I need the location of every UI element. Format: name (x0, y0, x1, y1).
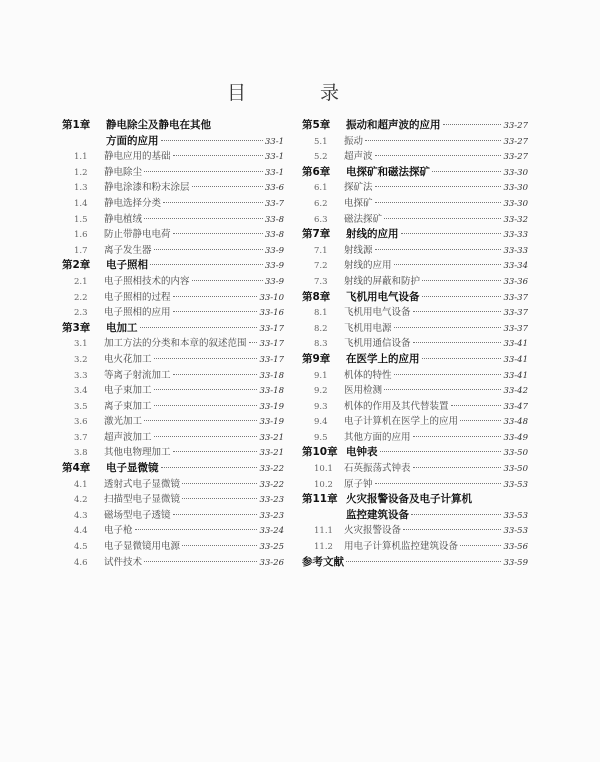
entry-page-number: 33-22 (259, 479, 284, 490)
dot-leader (432, 171, 501, 172)
entry-number: 1.1 (74, 152, 88, 163)
entry-title: 其他方面的应用 (344, 431, 411, 443)
dot-leader (394, 264, 502, 265)
entry-title: 激光加工 (104, 416, 143, 428)
entry-title: 振动 (344, 135, 364, 147)
entry-number: 4.2 (74, 495, 88, 506)
entry-page-number: 33-6 (264, 183, 284, 194)
entry-page-number: 33-53 (503, 479, 528, 490)
toc-chapter-entry[interactable] (62, 321, 284, 337)
entry-page-number: 33-26 (259, 557, 284, 568)
entry-page-number: 33-8 (264, 214, 284, 225)
dot-leader (135, 529, 258, 530)
entry-page-number: 33-24 (259, 526, 284, 537)
dot-leader (154, 358, 258, 359)
entry-title: 静电涂漆和粉末涂层 (104, 182, 190, 194)
toc-section-entry[interactable] (302, 258, 528, 274)
toc-section-entry[interactable] (62, 212, 284, 228)
entry-title: 电探矿 (344, 197, 373, 209)
toc-section-entry[interactable] (302, 539, 528, 555)
entry-title: 静电除尘及静电在其他 (106, 119, 211, 131)
dot-leader (384, 389, 501, 390)
entry-page-number: 33-56 (503, 542, 528, 553)
entry-number: 10.1 (314, 464, 333, 475)
entry-title: 原子钟 (344, 478, 373, 490)
entry-page-number: 33-19 (259, 417, 284, 428)
entry-page-number: 33-30 (503, 167, 528, 178)
entry-title: 飞机用通信设备 (344, 338, 411, 350)
toc-section-entry[interactable] (62, 305, 284, 321)
entry-title: 静电植绒 (104, 213, 143, 225)
entry-number: 第1章 (62, 119, 91, 131)
entry-number: 9.3 (314, 401, 328, 412)
entry-page-number: 33-50 (503, 464, 528, 475)
entry-page-number: 33-19 (259, 401, 284, 412)
dot-leader (413, 436, 502, 437)
entry-number: 第11章 (302, 493, 338, 506)
entry-page-number: 33-32 (503, 214, 528, 225)
toc-section-entry[interactable] (302, 196, 528, 212)
dot-leader (154, 436, 258, 437)
dot-leader (154, 249, 263, 250)
entry-title: 电子照相的过程 (104, 291, 171, 303)
entry-page-number: 33-9 (264, 245, 284, 256)
toc-section-entry[interactable] (62, 368, 284, 384)
entry-page-number: 33-27 (503, 152, 528, 163)
entry-page-number: 33-9 (264, 276, 284, 287)
dot-leader (161, 467, 258, 468)
toc-section-entry[interactable] (62, 165, 284, 181)
entry-page-number: 33-25 (259, 542, 284, 553)
entry-title: 振动和超声波的应用 (346, 119, 441, 131)
entry-title: 飞机用电源 (344, 322, 392, 334)
entry-title: 电子计算机在医学上的应用 (344, 416, 459, 428)
dot-leader (144, 561, 257, 562)
toc-left-column (62, 118, 284, 570)
entry-number: 11.2 (314, 542, 333, 553)
entry-title: 机体的特性 (344, 369, 392, 381)
entry-number: 3.5 (74, 401, 88, 412)
entry-page-number: 33-16 (259, 308, 284, 319)
entry-number: 11.1 (314, 526, 333, 537)
entry-number: 第5章 (302, 119, 331, 131)
entry-number: 1.6 (74, 230, 88, 241)
entry-page-number: 33-17 (259, 323, 284, 334)
entry-number: 3.8 (74, 448, 88, 459)
dot-leader (443, 124, 502, 125)
toc-section-entry[interactable] (302, 414, 528, 430)
dot-leader (173, 296, 258, 297)
entry-page-number: 33-53 (503, 510, 528, 521)
toc-section-entry[interactable] (62, 492, 284, 508)
dot-leader (249, 342, 258, 343)
dot-leader (375, 186, 502, 187)
dot-leader (173, 233, 263, 234)
dot-leader (384, 218, 501, 219)
entry-page-number: 33-1 (264, 136, 284, 147)
entry-page-number: 33-41 (503, 339, 528, 350)
dot-leader (173, 155, 263, 156)
dot-leader (460, 545, 501, 546)
toc-section-entry[interactable] (62, 445, 284, 461)
toc-chapter-entry[interactable] (62, 134, 284, 150)
dot-leader (154, 405, 258, 406)
entry-title: 试件技术 (104, 556, 143, 568)
entry-number: 1.7 (74, 245, 88, 256)
dot-leader (346, 561, 501, 562)
dot-leader (192, 186, 263, 187)
entry-title: 离子束加工 (104, 400, 152, 412)
dot-leader (154, 389, 258, 390)
entry-title: 超声波加工 (104, 431, 152, 443)
dot-leader (394, 374, 502, 375)
entry-title: 静电应用的基础 (104, 151, 171, 163)
toc-section-entry[interactable] (62, 290, 284, 306)
dot-leader (375, 249, 502, 250)
toc-section-entry[interactable] (302, 243, 528, 259)
entry-number: 3.2 (74, 354, 88, 365)
entry-page-number: 33-37 (503, 323, 528, 334)
toc-chapter-entry[interactable] (302, 508, 528, 524)
toc-right-column (302, 118, 528, 570)
entry-title: 磁场型电子透镜 (104, 509, 171, 521)
entry-title: 超声波 (344, 151, 373, 163)
entry-number: 第2章 (62, 259, 91, 272)
entry-title: 火灾报警设备 (344, 525, 402, 537)
entry-number: 7.3 (314, 276, 328, 287)
toc-section-entry[interactable] (62, 180, 284, 196)
entry-page-number: 33-18 (259, 386, 284, 397)
entry-page-number: 33-37 (503, 308, 528, 319)
dot-leader (375, 202, 502, 203)
entry-page-number: 33-41 (503, 370, 528, 381)
entry-page-number: 33-21 (259, 432, 284, 443)
toc-section-entry[interactable] (62, 430, 284, 446)
entry-page-number: 33-21 (259, 448, 284, 459)
toc-section-entry[interactable] (62, 477, 284, 493)
toc-chapter-entry[interactable] (302, 352, 528, 368)
entry-page-number: 33-36 (503, 276, 528, 287)
entry-number: 8.1 (314, 308, 328, 319)
toc-section-entry[interactable] (302, 305, 528, 321)
entry-number: 1.3 (74, 183, 88, 194)
dot-leader (182, 498, 257, 499)
dot-leader (150, 264, 263, 265)
entry-title: 加工方法的分类和本章的叙述范围 (104, 338, 247, 350)
entry-title: 静电除尘 (104, 166, 143, 178)
toc-chapter-entry[interactable] (62, 258, 284, 274)
entry-title: 离子发生器 (104, 244, 152, 256)
toc-section-entry[interactable] (62, 383, 284, 399)
entry-number: 3.7 (74, 432, 88, 443)
entry-title: 参考文献 (302, 555, 344, 568)
entry-title: 机体的作用及其代替装置 (344, 400, 449, 412)
toc-section-entry[interactable] (302, 523, 528, 539)
entry-title: 火灾报警设备及电子计算机 (346, 493, 472, 506)
entry-title: 射线的应用 (344, 260, 392, 272)
entry-title: 电探矿和磁法探矿 (346, 165, 430, 178)
toc-section-entry[interactable] (302, 212, 528, 228)
entry-number: 9.4 (314, 417, 328, 428)
entry-title: 石英振荡式钟表 (344, 463, 411, 475)
toc-chapter-entry[interactable] (302, 227, 528, 243)
dot-leader (403, 529, 501, 530)
entry-title: 电子显微镜 (106, 462, 159, 475)
entry-title: 电子显微镜用电源 (104, 541, 181, 553)
entry-page-number: 33-8 (264, 230, 284, 241)
entry-title: 电子照相技术的内容 (104, 275, 190, 287)
toc-section-entry[interactable] (302, 368, 528, 384)
dot-leader (401, 233, 502, 234)
entry-title: 射线的应用 (346, 228, 399, 241)
entry-number: 4.3 (74, 510, 88, 521)
entry-title: 电子束加工 (104, 385, 152, 397)
dot-leader (161, 140, 263, 141)
entry-page-number: 33-34 (503, 261, 528, 272)
toc-section-entry[interactable] (62, 555, 284, 571)
toc-section-entry[interactable] (302, 383, 528, 399)
dot-leader (451, 405, 502, 406)
entry-number: 3.3 (74, 370, 88, 381)
entry-number: 1.2 (74, 167, 88, 178)
entry-title: 电钟表 (346, 446, 378, 459)
toc-chapter-entry[interactable] (302, 165, 528, 181)
entry-page-number: 33-9 (264, 261, 284, 272)
entry-title: 防止带静电电荷 (104, 229, 171, 241)
entry-title: 等离子射流加工 (104, 369, 171, 381)
toc-section-entry[interactable] (302, 134, 528, 150)
entry-number: 9.2 (314, 386, 328, 397)
dot-leader (375, 483, 502, 484)
toc-section-entry[interactable] (302, 149, 528, 165)
dot-leader (375, 155, 502, 156)
entry-number: 第10章 (302, 446, 338, 459)
entry-number: 5.1 (314, 136, 328, 147)
dot-leader (192, 280, 263, 281)
entry-number: 第6章 (302, 165, 331, 178)
toc-section-entry[interactable] (302, 321, 528, 337)
entry-page-number: 33-41 (503, 354, 528, 365)
entry-number: 9.5 (314, 432, 328, 443)
entry-title: 电加工 (106, 321, 138, 334)
entry-title: 射线源 (344, 244, 373, 256)
entry-page-number: 33-18 (259, 370, 284, 381)
entry-title: 方面的应用 (106, 134, 159, 147)
entry-number: 1.5 (74, 214, 88, 225)
entry-page-number: 33-10 (259, 292, 284, 303)
entry-page-number: 33-23 (259, 495, 284, 506)
toc-section-entry[interactable] (302, 461, 528, 477)
dot-leader (144, 420, 257, 421)
toc-chapter-entry[interactable] (302, 290, 528, 306)
entry-page-number: 33-17 (259, 339, 284, 350)
entry-number: 第4章 (62, 462, 91, 475)
entry-page-number: 33-23 (259, 510, 284, 521)
page-title: 目 录 (226, 82, 374, 104)
entry-number: 第3章 (62, 321, 91, 334)
dot-leader (422, 296, 502, 297)
entry-title: 电子照相 (106, 259, 148, 272)
toc-section-entry[interactable] (62, 227, 284, 243)
entry-number: 第8章 (302, 290, 331, 303)
toc-chapter-entry[interactable] (62, 461, 284, 477)
entry-number: 3.4 (74, 386, 88, 397)
entry-page-number: 33-49 (503, 432, 528, 443)
toc-section-entry[interactable] (62, 414, 284, 430)
entry-number: 4.5 (74, 542, 88, 553)
dot-leader (460, 420, 501, 421)
entry-number: 10.2 (314, 479, 333, 490)
toc-section-entry[interactable] (302, 274, 528, 290)
entry-page-number: 33-59 (503, 557, 528, 568)
entry-title: 其他电物理加工 (104, 447, 171, 459)
entry-number: 5.2 (314, 152, 328, 163)
toc-section-entry[interactable] (62, 274, 284, 290)
entry-number: 1.4 (74, 198, 88, 209)
entry-page-number: 33-1 (264, 152, 284, 163)
entry-title: 磁法探矿 (344, 213, 383, 225)
toc-section-entry[interactable] (62, 399, 284, 415)
dot-leader (365, 140, 501, 141)
entry-page-number: 33-33 (503, 230, 528, 241)
dot-leader (144, 218, 263, 219)
dot-leader (173, 311, 258, 312)
dot-leader (144, 171, 263, 172)
entry-number: 第9章 (302, 352, 331, 365)
dot-leader (394, 327, 502, 328)
dot-leader (380, 451, 502, 452)
entry-number: 2.1 (74, 276, 88, 287)
toc-section-entry[interactable] (62, 539, 284, 555)
toc-section-entry[interactable] (302, 430, 528, 446)
toc-references-entry[interactable] (302, 555, 528, 571)
entry-page-number: 33-17 (259, 354, 284, 365)
entry-title: 飞机用电气设备 (346, 290, 420, 303)
entry-page-number: 33-42 (503, 386, 528, 397)
toc-section-entry[interactable] (62, 149, 284, 165)
dot-leader (182, 545, 257, 546)
entry-number: 4.6 (74, 557, 88, 568)
entry-page-number: 33-7 (264, 198, 284, 209)
entry-page-number: 33-1 (264, 167, 284, 178)
entry-number: 2.2 (74, 292, 88, 303)
entry-page-number: 33-48 (503, 417, 528, 428)
entry-title: 电火花加工 (104, 353, 152, 365)
entry-number: 7.2 (314, 261, 328, 272)
entry-number: 7.1 (314, 245, 328, 256)
entry-title: 透射式电子显微镜 (104, 478, 181, 490)
dot-leader (413, 467, 502, 468)
toc-section-entry[interactable] (302, 477, 528, 493)
dot-leader (173, 374, 258, 375)
entry-page-number: 33-27 (503, 121, 528, 131)
entry-number: 2.3 (74, 308, 88, 319)
toc-section-entry[interactable] (302, 180, 528, 196)
entry-page-number: 33-47 (503, 401, 528, 412)
toc-section-entry[interactable] (62, 196, 284, 212)
dot-leader (422, 280, 501, 281)
toc-section-entry[interactable] (62, 523, 284, 539)
toc-chapter-entry[interactable] (62, 118, 284, 134)
dot-leader (140, 327, 258, 328)
entry-page-number: 33-30 (503, 198, 528, 209)
entry-number: 6.2 (314, 198, 328, 209)
entry-title: 扫描型电子显微镜 (104, 494, 181, 506)
toc-section-entry[interactable] (62, 508, 284, 524)
entry-page-number: 33-30 (503, 183, 528, 194)
dot-leader (173, 514, 258, 515)
entry-number: 4.1 (74, 479, 88, 490)
toc-section-entry[interactable] (62, 352, 284, 368)
entry-title: 监控建筑设备 (346, 508, 409, 521)
entry-number: 3.1 (74, 339, 88, 350)
dot-leader (182, 483, 257, 484)
entry-page-number: 33-27 (503, 136, 528, 147)
dot-leader (163, 202, 263, 203)
entry-title: 用电子计算机监控建筑设备 (344, 541, 459, 553)
dot-leader (422, 358, 502, 359)
entry-title: 在医学上的应用 (346, 352, 420, 365)
entry-page-number: 33-53 (503, 526, 528, 537)
dot-leader (173, 451, 258, 452)
dot-leader (413, 311, 502, 312)
entry-page-number: 33-22 (259, 464, 284, 475)
toc-chapter-entry[interactable] (302, 492, 528, 508)
entry-title: 射线的屏蔽和防护 (344, 275, 421, 287)
toc-section-entry[interactable] (302, 336, 528, 352)
entry-number: 第7章 (302, 228, 331, 241)
toc-chapter-entry[interactable] (302, 118, 528, 134)
dot-leader (411, 514, 501, 515)
entry-number: 9.1 (314, 370, 328, 381)
toc-section-entry[interactable] (302, 399, 528, 415)
entry-title: 静电选择分类 (104, 197, 162, 209)
entry-number: 4.4 (74, 526, 88, 537)
entry-title: 飞机用电气设备 (344, 307, 411, 319)
toc-chapter-entry[interactable] (302, 445, 528, 461)
entry-title: 探矿法 (344, 182, 373, 194)
entry-page-number: 33-50 (503, 448, 528, 459)
toc-section-entry[interactable] (62, 243, 284, 259)
entry-page-number: 33-37 (503, 292, 528, 303)
dot-leader (413, 342, 502, 343)
entry-number: 6.3 (314, 214, 328, 225)
entry-title: 医用检测 (344, 385, 383, 397)
entry-number: 3.6 (74, 417, 88, 428)
entry-title: 电子枪 (104, 525, 133, 537)
entry-page-number: 33-33 (503, 245, 528, 256)
toc-section-entry[interactable] (62, 336, 284, 352)
entry-number: 6.1 (314, 183, 328, 194)
entry-title: 电子照相的应用 (104, 307, 171, 319)
entry-number: 8.2 (314, 323, 328, 334)
entry-number: 8.3 (314, 339, 328, 350)
